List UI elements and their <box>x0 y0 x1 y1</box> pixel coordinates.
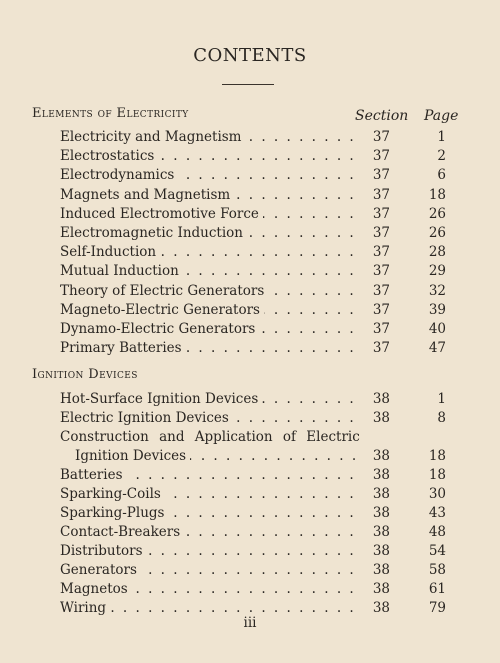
entry-section: 38 <box>372 581 390 597</box>
entry-page: 39 <box>428 301 446 318</box>
entry-page: 26 <box>428 225 446 241</box>
entry-page: 54 <box>428 543 446 559</box>
toc-entry <box>0 243 500 262</box>
entry-page: 32 <box>428 282 446 299</box>
entry-title: Induced Electromotive Force . . . <box>60 205 355 224</box>
entry-page: 43 <box>428 505 446 521</box>
entry-title: Hot-Surface Ignition Devices . . . <box>60 390 355 409</box>
entry-section: 37 <box>372 321 390 337</box>
entry-page: 26 <box>428 205 446 222</box>
entry-title: Sparking-Coils . . . <box>60 485 355 504</box>
entry-section: 37 <box>372 167 390 184</box>
entry-page: 40 <box>428 321 446 337</box>
entry-page: 30 <box>428 486 446 502</box>
entry-title: Magnetos . . . <box>60 580 355 599</box>
entry-section: 38 <box>372 562 390 578</box>
toc-entry <box>0 186 500 205</box>
entry-title: Dynamo-Electric Generators . . . <box>60 320 355 339</box>
entry-page: 18 <box>428 467 446 483</box>
entry-title: Batteries . . . <box>60 466 355 485</box>
entry-section: 38 <box>372 600 390 616</box>
group-heading-ignition: Ignition Devices <box>32 367 138 382</box>
entry-page: 1 <box>437 391 446 407</box>
entry-page: 58 <box>428 562 446 578</box>
entry-title: Electrodynamics . . . <box>60 166 355 185</box>
entry-section: 37 <box>372 205 390 222</box>
entry-section: 37 <box>372 282 390 299</box>
entry-page: 6 <box>437 167 446 184</box>
entry-page: 61 <box>428 581 446 597</box>
entry-title: Wiring . . . <box>60 599 355 618</box>
entry-page: 48 <box>428 524 446 540</box>
entry-section: 38 <box>372 448 390 464</box>
toc-entry <box>0 205 500 224</box>
page-title: CONTENTS <box>193 45 307 66</box>
entry-page: 28 <box>428 244 446 261</box>
entry-section: 38 <box>372 486 390 502</box>
entry-page: 18 <box>428 186 446 203</box>
toc-entry <box>0 504 500 523</box>
toc-entry <box>0 409 500 428</box>
toc-entry-continuation <box>0 447 500 466</box>
entry-title: Electrostatics . . . <box>60 147 355 166</box>
entry-title: Self-Induction . . . <box>60 243 355 262</box>
entry-title-continued: Ignition Devices . . . <box>75 447 355 466</box>
section-column-header: Section <box>355 108 409 124</box>
entry-section: 37 <box>372 301 390 318</box>
toc-entry <box>0 542 500 561</box>
entry-section: 38 <box>372 410 390 426</box>
toc-entry <box>0 523 500 542</box>
toc-entry <box>0 301 500 320</box>
entry-page: 29 <box>428 263 446 280</box>
entry-page: 47 <box>428 340 446 357</box>
toc-entry <box>0 320 500 339</box>
toc-entry <box>0 428 500 447</box>
entry-section: 37 <box>372 225 390 241</box>
entry-title: Electricity and Magnetism . . . <box>60 128 355 147</box>
toc-entry <box>0 339 500 358</box>
entry-title: Generators . . . <box>60 561 355 580</box>
toc-entry <box>0 262 500 281</box>
entry-page: 2 <box>437 148 446 165</box>
entry-section: 38 <box>372 505 390 521</box>
entry-title: Mutual Induction . . . <box>60 262 355 281</box>
entry-title: Electric Ignition Devices . . . <box>60 409 355 428</box>
entry-section: 37 <box>372 129 390 145</box>
toc-entry <box>0 485 500 504</box>
entry-section: 38 <box>372 467 390 483</box>
toc-entry <box>0 580 500 599</box>
toc-entry <box>0 147 500 166</box>
entry-page: 79 <box>428 600 446 616</box>
toc-entry <box>0 128 500 147</box>
entry-section: 38 <box>372 391 390 407</box>
toc-entry <box>0 466 500 485</box>
entry-title: Magneto-Electric Generators . . . <box>60 301 355 320</box>
entry-title: Theory of Electric Generators . . . <box>60 282 355 301</box>
entry-section: 37 <box>372 340 390 357</box>
entry-title: Distributors . . . <box>60 542 355 561</box>
toc-entry <box>0 561 500 580</box>
entry-page: 18 <box>428 448 446 464</box>
entry-section: 38 <box>372 543 390 559</box>
entry-section: 37 <box>372 186 390 203</box>
entry-title: Construction and Application of Electric <box>60 429 360 445</box>
page-number: iii <box>243 615 257 631</box>
toc-entry <box>0 166 500 185</box>
entry-title: Electromagnetic Induction . . . <box>60 224 355 243</box>
entry-section: 38 <box>372 524 390 540</box>
toc-entry <box>0 224 500 243</box>
entry-title: Primary Batteries . . . <box>60 339 355 358</box>
entry-section: 37 <box>372 263 390 280</box>
title-rule <box>222 84 274 85</box>
entry-page: 8 <box>437 410 446 426</box>
toc-entry <box>0 282 500 301</box>
entry-title: Sparking-Plugs . . . <box>60 504 355 523</box>
entry-page: 1 <box>437 129 446 145</box>
entry-title: Contact-Breakers . . . <box>60 523 355 542</box>
entry-section: 37 <box>372 244 390 261</box>
group-heading-electricity: Elements of Electricity <box>32 106 189 121</box>
entry-section: 37 <box>372 148 390 165</box>
toc-entry <box>0 390 500 409</box>
entry-title: Magnets and Magnetism . . . <box>60 186 355 205</box>
page-column-header: Page <box>424 108 459 124</box>
